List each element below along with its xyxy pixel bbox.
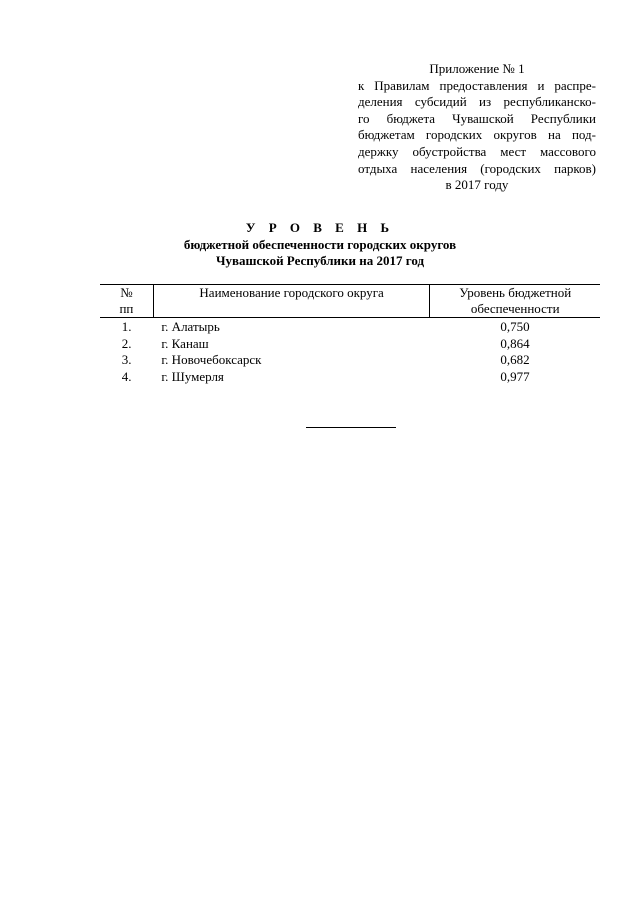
table-row	[100, 318, 600, 336]
row-name: г. Шумерля	[161, 368, 224, 384]
table-row	[100, 369, 600, 386]
appendix-line: к Правилам предоставления и распре-	[358, 77, 596, 93]
header-num-line1: №	[120, 285, 133, 300]
row-num: 2.	[121, 335, 132, 351]
row-num: 1.	[121, 319, 132, 334]
row-value: 0,864	[500, 335, 530, 351]
header-num	[100, 285, 153, 318]
header-level	[430, 285, 600, 318]
table-header-row	[100, 285, 600, 318]
appendix-line: отдыха населения (городских парков)	[358, 160, 596, 176]
header-level-line2: обеспеченности	[470, 301, 560, 316]
row-value: 0,682	[500, 352, 530, 368]
appendix-line: го бюджета Чувашской Республики	[358, 110, 596, 126]
appendix-line: держку обустройства мест массового	[358, 143, 596, 159]
budget-level-table	[100, 284, 600, 385]
appendix-line: в 2017 году	[445, 177, 509, 193]
row-num: 3.	[121, 352, 132, 368]
document-heading	[0, 220, 640, 270]
row-num: 4.	[121, 368, 132, 384]
header-name: Наименование городского округа	[153, 285, 430, 318]
header-num-line2: пп	[119, 301, 134, 316]
row-name: г. Алатырь	[161, 319, 220, 334]
heading-subtitle-line1: бюджетной обеспеченности городских округов	[183, 236, 457, 252]
end-divider	[306, 427, 396, 428]
appendix-line: бюджетам городских округов на под-	[358, 127, 596, 143]
heading-subtitle-line2: Чувашской Республики на 2017 год	[215, 253, 425, 269]
row-name: г. Новочебоксарск	[161, 352, 262, 368]
appendix-block	[358, 61, 596, 194]
row-name: г. Канаш	[161, 335, 209, 351]
row-value: 0,977	[500, 368, 530, 384]
header-level-line1: Уровень бюджетной	[459, 285, 572, 300]
row-value: 0,750	[500, 319, 530, 334]
table-row	[100, 352, 600, 369]
appendix-number: Приложение № 1	[429, 61, 525, 76]
appendix-line: деления субсидий из республиканско-	[358, 94, 596, 110]
table-row	[100, 336, 600, 353]
heading-title: У Р О В Е Н Ь	[245, 220, 395, 235]
